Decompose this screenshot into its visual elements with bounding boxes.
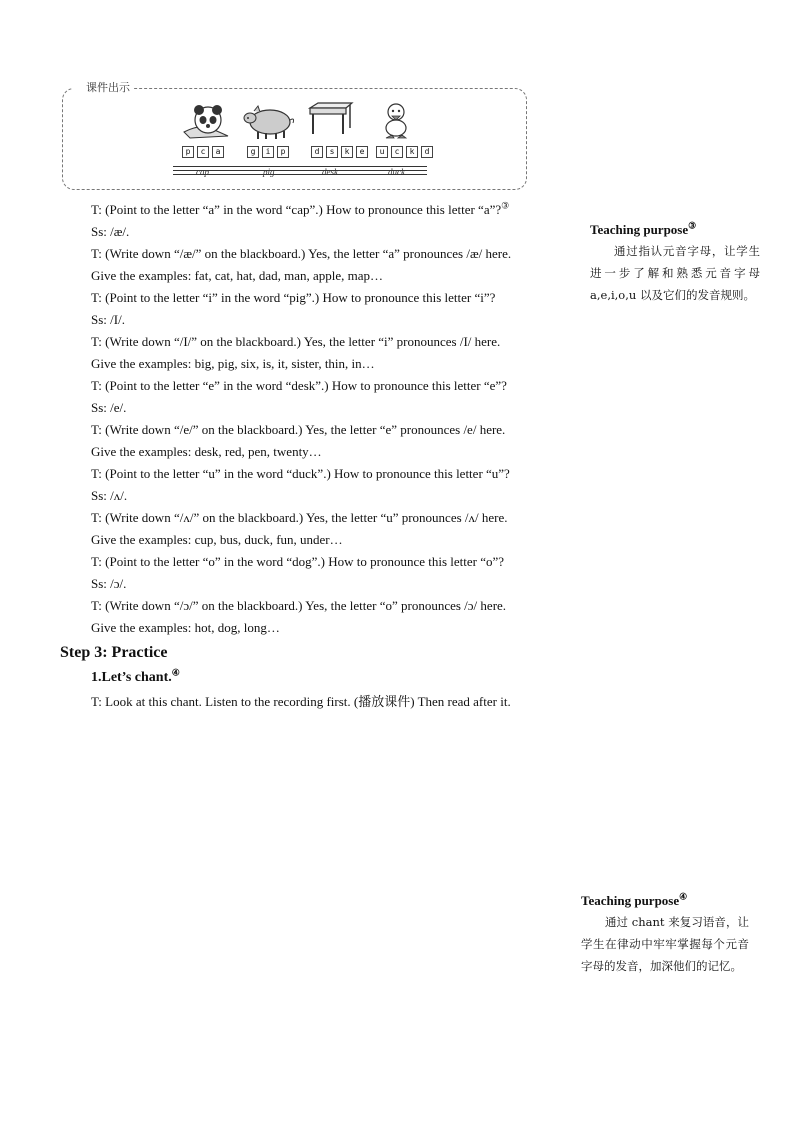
- letter-tile: s: [326, 146, 338, 158]
- letter-tiles-pig: [247, 146, 289, 158]
- footnote-ref: ③: [501, 200, 510, 211]
- student-line: Ss: /æ/.: [91, 224, 130, 239]
- letter-tile: k: [341, 146, 353, 158]
- teacher-line: T: (Point to the letter “u” in the word “duck”.) How to pronounce this letter “u”?: [91, 466, 510, 481]
- footnote-ref: ③: [688, 220, 697, 231]
- letter-tile: d: [421, 146, 433, 158]
- letter-tile: a: [212, 146, 224, 158]
- note-title: Teaching purpose④: [581, 891, 688, 908]
- letter-tile: u: [376, 146, 388, 158]
- duck-illustration: [380, 102, 414, 140]
- letter-tile: k: [406, 146, 418, 158]
- examples-line: Give the examples: desk, red, pen, twenty…: [91, 444, 322, 459]
- examples-line: Give the examples: big, pig, six, is, it, sister, thin, in…: [91, 356, 375, 371]
- answer-word-pig: pig: [263, 167, 275, 177]
- examples-line: Give the examples: fat, cat, hat, dad, man, apple, map…: [91, 268, 384, 283]
- answer-word-desk: desk: [322, 167, 338, 177]
- note-text: 通过指认元音字母，让学生进一步了解和熟悉元音字母 a,e,i,o,u 以及它们的发音规则。: [590, 244, 760, 302]
- student-line: Ss: /e/.: [91, 400, 127, 415]
- teacher-line: T: (Point to the letter “i” in the word “pig”.) How to pronounce this letter “i”?: [91, 290, 496, 305]
- letter-tile: d: [311, 146, 323, 158]
- subsection-heading: 1.Let’s chant.④: [91, 667, 180, 685]
- examples-line: Give the examples: hot, dog, long…: [91, 620, 280, 635]
- letter-tiles-cap: [182, 146, 224, 158]
- letter-tile: p: [277, 146, 289, 158]
- answer-word-cap: cap: [196, 167, 209, 177]
- student-line: Ss: /ɔ/.: [91, 576, 127, 591]
- footnote-ref: ④: [171, 667, 180, 678]
- note-title: Teaching purpose③: [590, 220, 697, 237]
- step-heading: Step 3: Practice: [60, 644, 168, 661]
- footnote-ref: ④: [679, 891, 688, 902]
- courseware-label: 课件出示: [72, 79, 134, 95]
- letter-tiles-desk: [311, 146, 368, 158]
- teacher-line: T: (Write down “/ɔ/” on the blackboard.) Yes, the letter “o” pronounces /ɔ/ here.: [91, 598, 507, 613]
- teaching-purpose-note-4: [581, 893, 749, 977]
- teacher-line: T: (Point to the letter “e” in the word “desk”.) How to pronounce this letter “e”?: [91, 378, 507, 393]
- letter-tile: i: [262, 146, 274, 158]
- answer-word-duck: duck: [388, 167, 405, 177]
- pig-illustration: [240, 102, 296, 142]
- teacher-line: T: (Point to the letter “a” in the word “cap”.) How to pronounce this letter “a”?③: [91, 200, 510, 217]
- teacher-line: T: Look at this chant. Listen to the recording first. (播放课件) Then read after it.: [91, 694, 511, 709]
- teacher-line: T: (Write down “/ʌ/” on the blackboard.) Yes, the letter “u” pronounces /ʌ/ here.: [91, 510, 508, 525]
- teacher-line: T: (Write down “/e/” on the blackboard.) Yes, the letter “e” pronounces /e/ here.: [91, 422, 506, 437]
- teacher-line: T: (Point to the letter “o” in the word “dog”.) How to pronounce this letter “o”?: [91, 554, 505, 569]
- desk-illustration: [308, 102, 354, 138]
- teacher-line: T: (Write down “/æ/” on the blackboard.) Yes, the letter “a” pronounces /æ/ here.: [91, 246, 512, 261]
- teacher-line: T: (Write down “/I/” on the blackboard.) Yes, the letter “i” pronounces /I/ here.: [91, 334, 501, 349]
- letter-tile: c: [391, 146, 403, 158]
- letter-tile: p: [182, 146, 194, 158]
- panda-cap-illustration: [180, 102, 232, 142]
- teaching-purpose-note-3: [590, 222, 760, 306]
- note-text: 通过 chant 来复习语音，让学生在律动中牢牢掌握每个元音字母的发音，加深他们的记忆。: [581, 915, 749, 973]
- letter-tile: c: [197, 146, 209, 158]
- letter-tile: g: [247, 146, 259, 158]
- student-line: Ss: /I/.: [91, 312, 125, 327]
- student-line: Ss: /ʌ/.: [91, 488, 128, 503]
- letter-tile: e: [356, 146, 368, 158]
- examples-line: Give the examples: cup, bus, duck, fun, under…: [91, 532, 343, 547]
- letter-tiles-duck: [376, 146, 433, 158]
- lesson-body: [60, 199, 526, 713]
